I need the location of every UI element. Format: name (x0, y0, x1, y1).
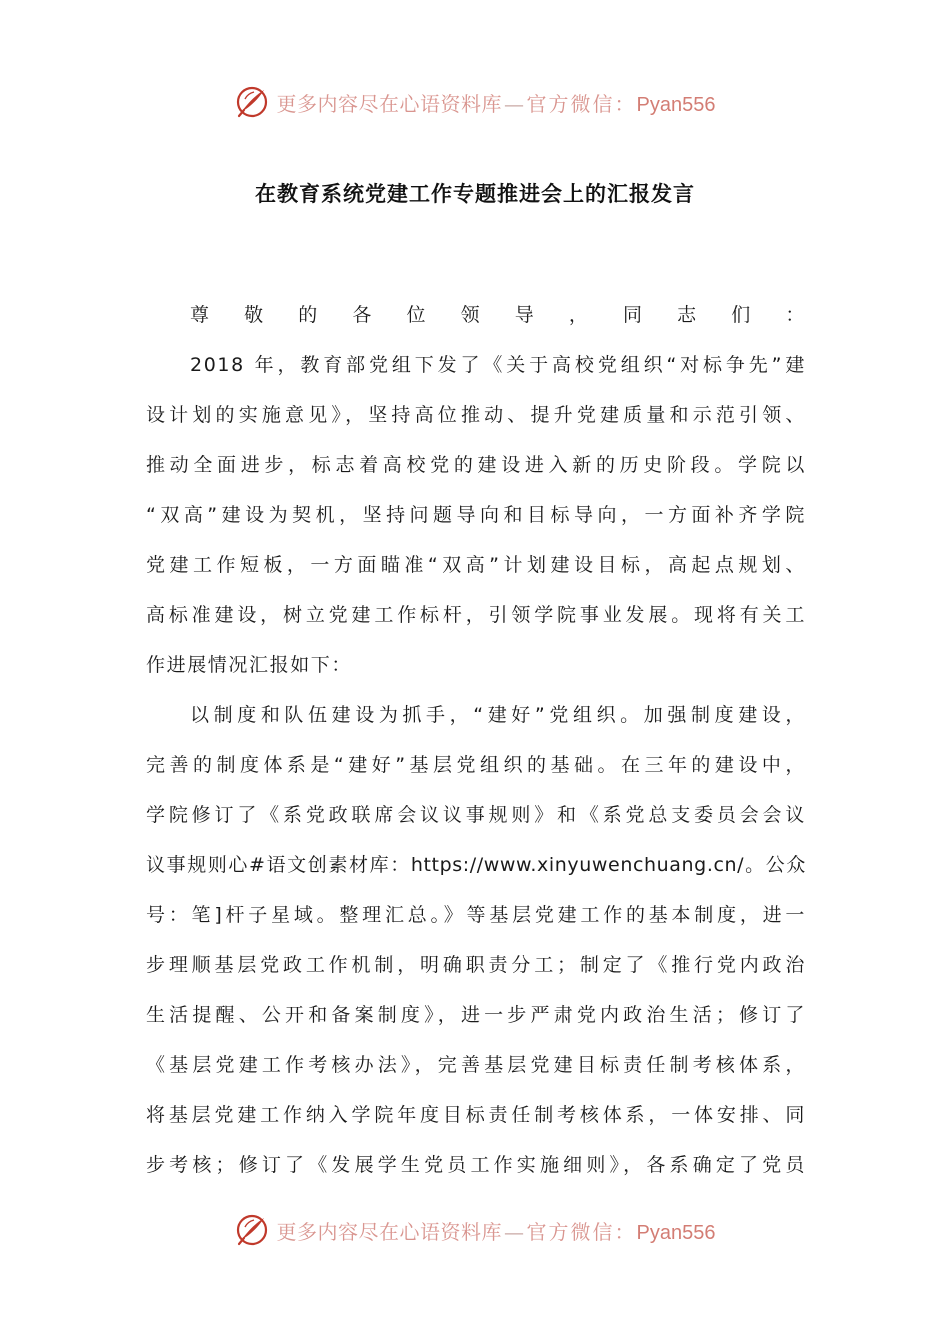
footer-banner-text (277, 1216, 716, 1245)
header-banner (0, 80, 950, 124)
header-banner-dash: — (504, 91, 525, 116)
body-line: 2018 年，教育部党组下发了《关于高校党组织“对标争先”建 (190, 354, 806, 376)
body-line: 推动全面进步，标志着高校党的建设进入新的历史阶段。学院以 (146, 454, 806, 476)
document-title: 在教育系统党建工作专题推进会上的汇报发言 (255, 182, 695, 206)
body-line: 作进展情况汇报如下： (146, 654, 353, 676)
body-line: 完善的制度体系是“建好”基层党组织的基础。在三年的建设中， (146, 754, 806, 776)
body-line: 议事规则心#语文创素材库：https://www.xinyuwenchuang.cn/。公众 (146, 854, 806, 876)
footer-banner-prefix: 更多内容尽在心语资料库 (276, 1219, 503, 1244)
body-line: 《基层党建工作考核办法》，完善基层党建目标责任制考核体系， (146, 1054, 806, 1076)
footer-banner (0, 1208, 950, 1252)
body-line: 步考核；修订了《发展学生党员工作实施细则》，各系确定了党员 (146, 1154, 806, 1176)
quill-pen-logo-icon (235, 1213, 269, 1247)
body-line: 以制度和队伍建设为抓手，“建好”党组织。加强制度建设， (190, 704, 806, 726)
body-line: 生活提醒、公开和备案制度》，进一步严肃党内政治生活；修订了 (146, 1004, 806, 1026)
header-banner-text (277, 88, 716, 117)
body-line: 高标准建设，树立党建工作标杆，引领学院事业发展。现将有关工 (146, 604, 806, 626)
header-banner-wechat-id: Pyan556 (636, 93, 716, 116)
footer-banner-dash: — (504, 1219, 525, 1244)
body-line: 号：笔]杆子星域。整理汇总。》等基层党建工作的基本制度，进一 (146, 904, 806, 926)
quill-pen-logo-icon (235, 85, 269, 119)
body-line: 党建工作短板，一方面瞄准“双高”计划建设目标，高起点规划、 (146, 554, 806, 576)
body-line: 设计划的实施意见》，坚持高位推动、提升党建质量和示范引领、 (146, 404, 806, 426)
body-line: 将基层党建工作纳入学院年度目标责任制考核体系，一体安排、同 (146, 1104, 806, 1126)
document-body (146, 290, 806, 1190)
body-line: “双高”建设为契机，坚持问题导向和目标导向，一方面补齐学院 (146, 504, 806, 526)
body-line: 学院修订了《系党政联席会议议事规则》和《系党总支委员会会议 (146, 804, 806, 826)
header-banner-prefix: 更多内容尽在心语资料库 (276, 91, 503, 116)
footer-banner-label: 官方微信： (526, 1219, 637, 1244)
footer-banner-wechat-id: Pyan556 (636, 1221, 716, 1244)
body-line: 步理顺基层党政工作机制，明确职责分工；制定了《推行党内政治 (146, 954, 806, 976)
header-banner-label: 官方微信： (526, 91, 637, 116)
footer-banner-content (235, 1213, 716, 1247)
header-banner-content (235, 85, 716, 119)
body-line: 尊敬的各位领导，同志们： (190, 304, 806, 326)
